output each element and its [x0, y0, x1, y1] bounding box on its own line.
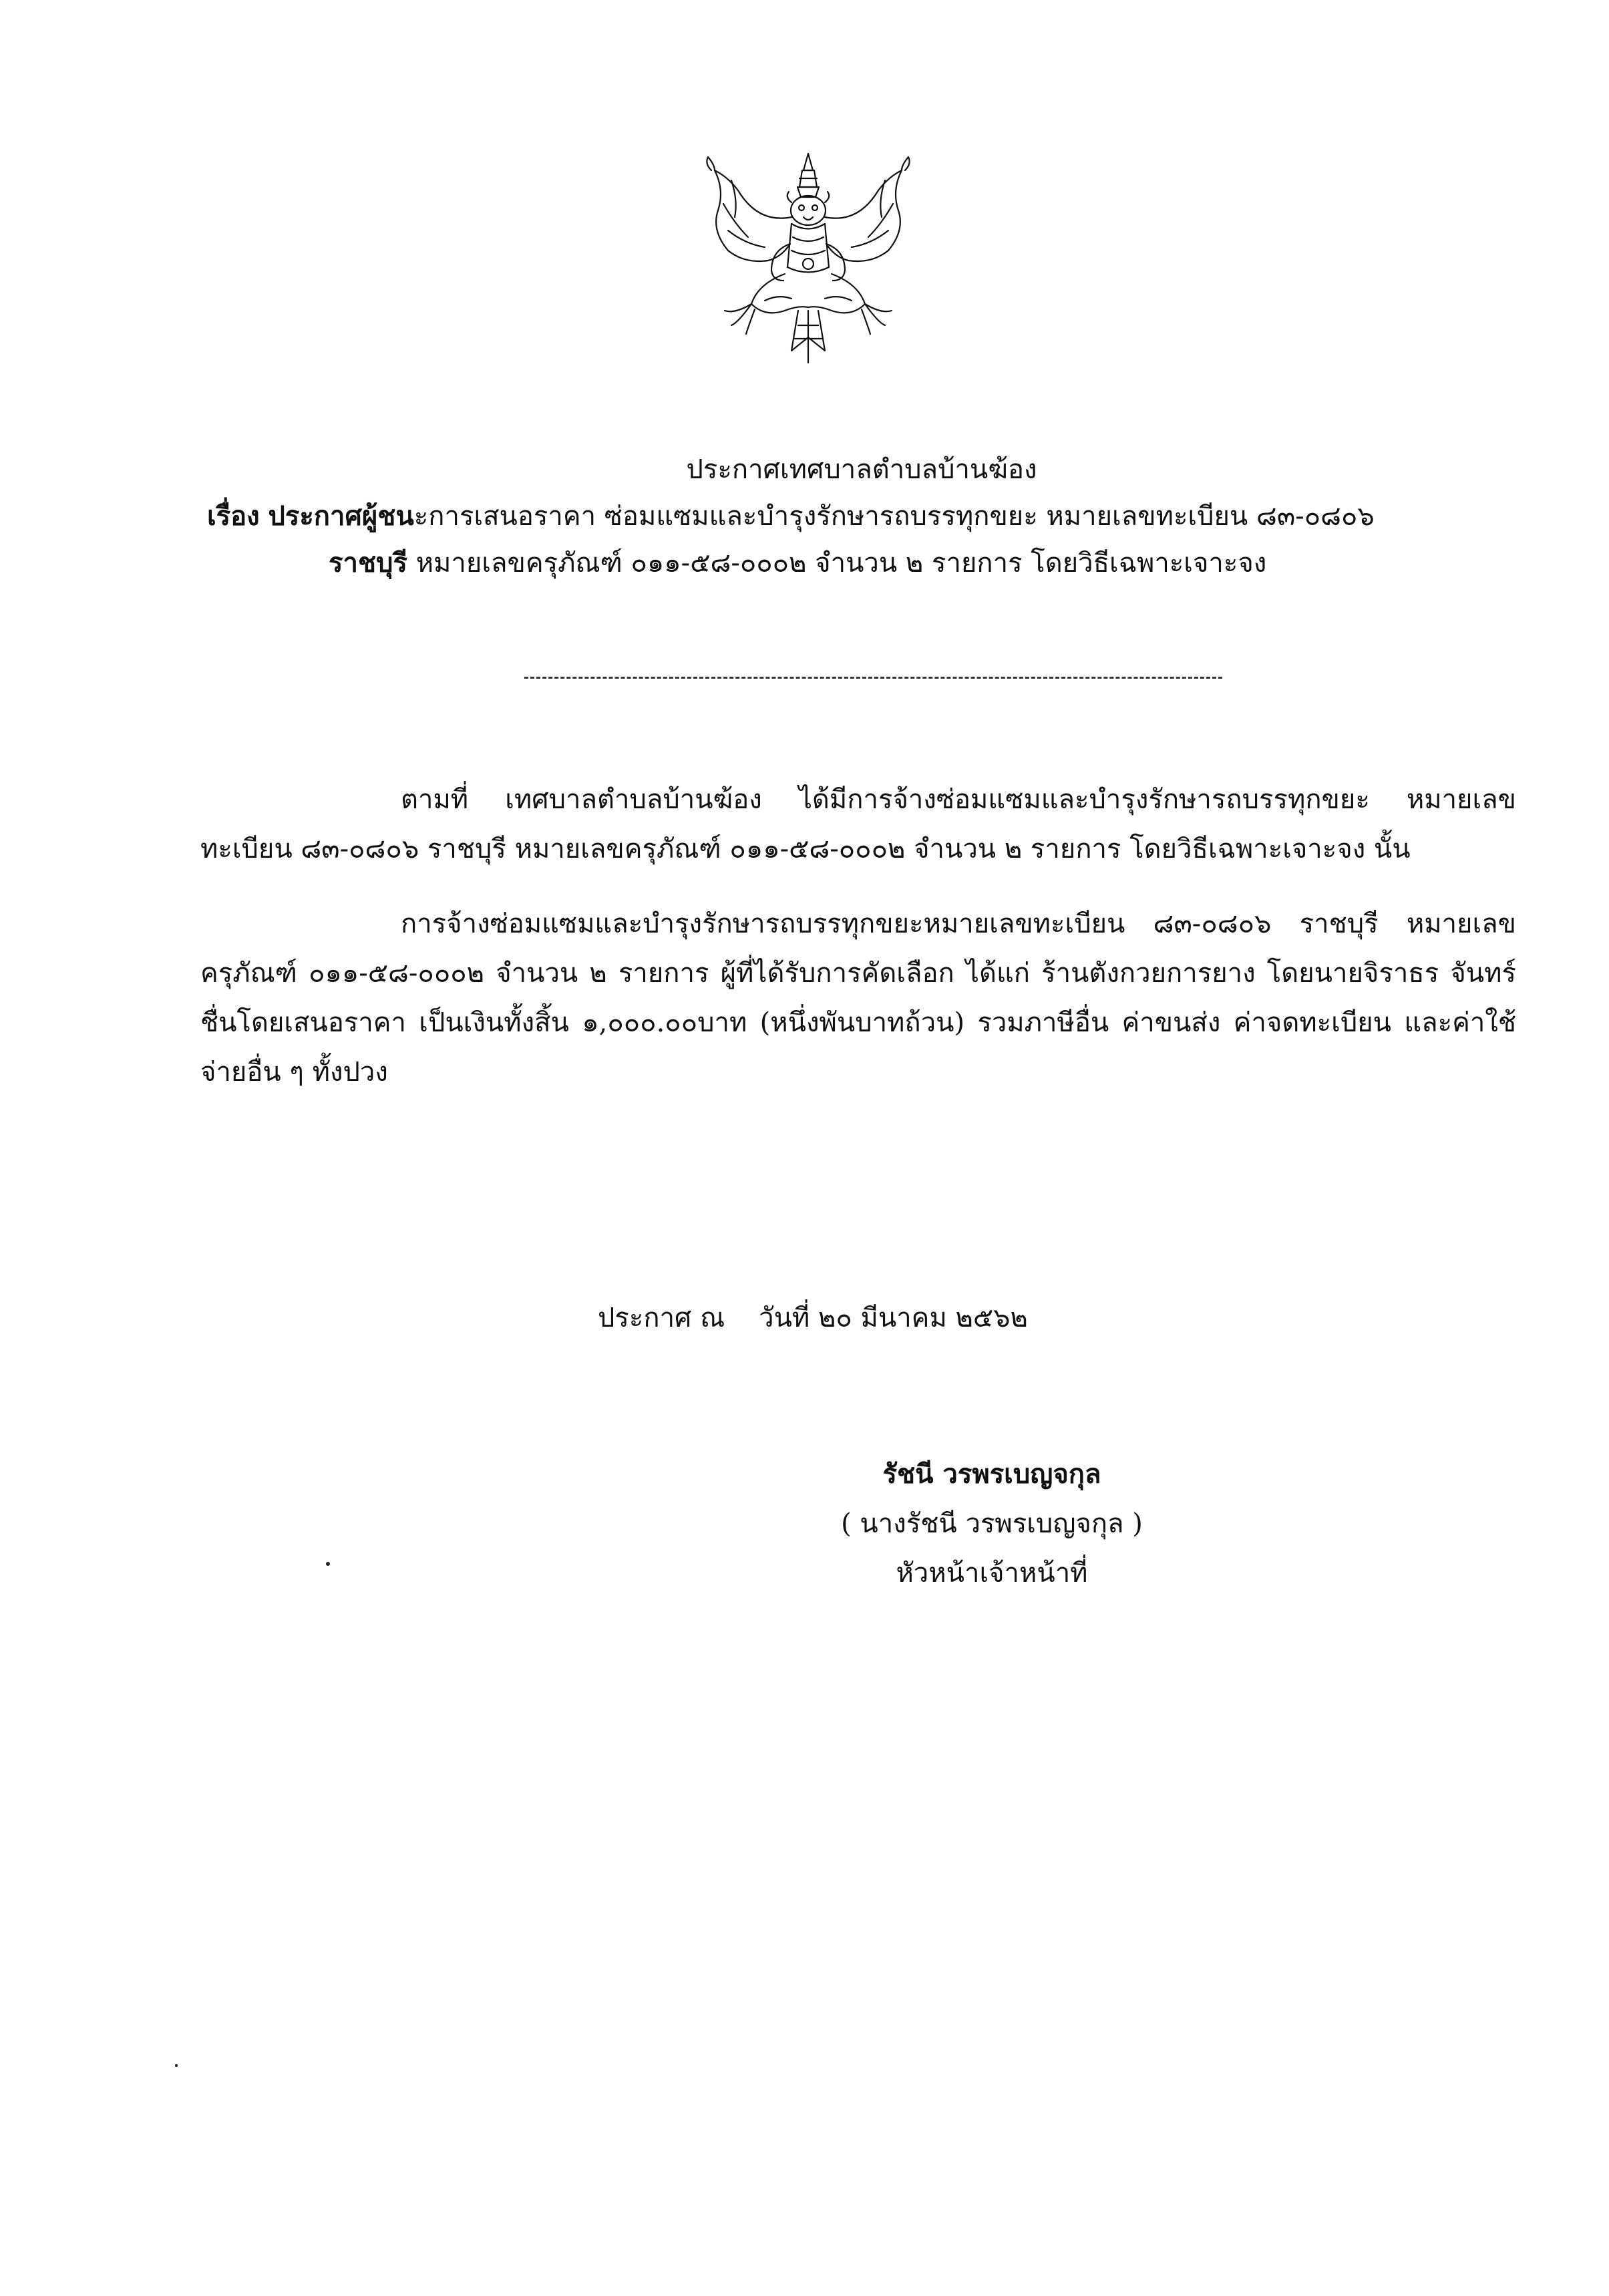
signature-name: รัชนี วรพรเบญจกุล [882, 1458, 1101, 1490]
subject-line-1 [187, 493, 1509, 540]
announcement-date [598, 1296, 1028, 1339]
subject-bold: ประกาศผู้ชน [268, 500, 414, 532]
scan-speck [326, 1562, 330, 1566]
announcement-date-label: ประกาศ ณ [598, 1303, 725, 1333]
dashed-separator [524, 677, 1222, 679]
subject-line2-rest: หมายเลขครุภัณฑ์ ๐๑๑-๕๘-๐๐๐๒ จำนวน ๒ รายการ โดยวิธีเฉพาะเจาะจง [415, 548, 1267, 579]
subject-rest: ะการเสนอราคา ซ่อมแซมและบำรุงรักษารถบรรทุกขยะ หมายเลขทะเบียน ๘๓-๐๘๐๖ [413, 501, 1375, 532]
signer-position: หัวหน้าเจ้าหน้าที่ [896, 1558, 1088, 1589]
announcement-title: ประกาศเทศบาลตำบลบ้านฆ้อง [686, 454, 1037, 485]
body-paragraph-2: การจ้างซ่อมแซมและบำรุงรักษารถบรรทุกขยะหมายเลขทะเบียน ๘๓-๐๘๐๖ ราชบุรี หมายเลขครุภัณฑ์ ๐๑๑-๕๘-๐๐๐๒ จำนวน ๒ รายการ ผู้ที่ได้รับการคัดเลือก ได้แก่ ร้านตังกวยการยาง โดยนายจิราธร จันทร์ชื่นโดยเสนอราคา เป็นเงินทั้งสิ้น ๑,๐๐๐.๐๐บาท (หนึ่งพันบาทถ้วน) รวมภาษีอื่น ค่าขนส่ง ค่าจดทะเบียน และค่าใช้จ่ายอื่น ๆ ทั้งปวง [200, 909, 1516, 1088]
announcement-title-block [187, 446, 1509, 587]
body-paragraph-1: ตามที่ เทศบาลตำบลบ้านฆ้อง ได้มีการจ้างซ่อมแซมและบำรุงรักษารถบรรทุกขยะ หมายเลขทะเบียน ๘๓-๐๘๐๖ ราชบุรี หมายเลขครุภัณฑ์ ๐๑๑-๕๘-๐๐๐๒ จำนวน ๒ รายการ โดยวิธีเฉพาะเจาะจง นั้น [200, 784, 1516, 864]
announcement-date-value: วันที่ ๒๐ มีนาคม ๒๕๖๒ [759, 1303, 1028, 1333]
subject-label: เรื่อง [207, 500, 260, 532]
garuda-emblem-icon [698, 150, 918, 371]
subject-line2-bold: ราชบุรี [329, 547, 407, 579]
scan-speck [175, 2064, 178, 2067]
signer-printed-name: ( นางรัชนี วรพรเบญจกุล ) [841, 1508, 1143, 1539]
signature-block [725, 1450, 1259, 1598]
subject-line-2 [187, 540, 1509, 587]
announcement-body [200, 775, 1516, 1122]
